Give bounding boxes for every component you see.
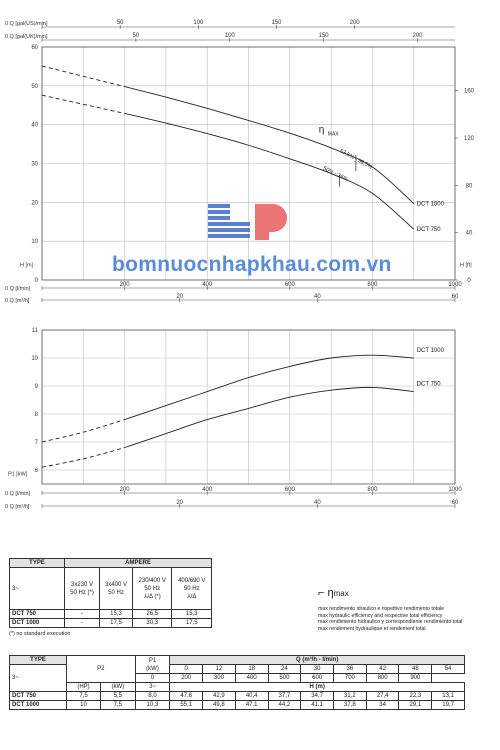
- x-tick-label: 40: [313, 294, 321, 300]
- ampere-footnote: (*) no standard execution: [9, 631, 71, 637]
- y-tick-label: 10: [31, 239, 38, 246]
- x-axis-label: 0 Q [gal(US)/min]: [5, 21, 48, 27]
- perf-cell: 41,1: [301, 701, 334, 710]
- x-tick-label: 1000: [448, 487, 462, 493]
- perf-cell: 31,2: [334, 692, 367, 701]
- perf-cell: 37,7: [268, 692, 301, 701]
- y-tick-label: 40: [465, 230, 473, 237]
- y-tick-label: 9: [34, 384, 38, 390]
- ampere-type-header: TYPE: [10, 559, 65, 568]
- perf-cell: 7,5: [101, 701, 136, 710]
- x-tick-label: 20: [176, 294, 184, 300]
- x-tick-label: 200: [349, 20, 360, 26]
- perf-p1-header: P1 (kW): [135, 656, 170, 674]
- y-tick-label: 7: [34, 440, 38, 446]
- series-label: DCT 750: [416, 381, 441, 388]
- legend-line: max rendement hydraulique et rendement total: [318, 625, 426, 632]
- ampere-cell: 15,3: [172, 610, 212, 619]
- perf-q-m3h: 12: [203, 665, 236, 674]
- perf-q-m3h: 48: [399, 665, 432, 674]
- ampere-cell: 15,3: [100, 610, 133, 619]
- eta-label: η: [318, 124, 325, 136]
- perf-cell: 10,3: [135, 701, 170, 710]
- y-tick-label: 40: [31, 122, 38, 129]
- perf-h-label: H (m): [170, 683, 465, 692]
- x-tick-label: 100: [193, 20, 204, 26]
- series-label: DCT 1000: [416, 201, 444, 208]
- efficiency-legend-symbol: ⌐ ηmax: [318, 587, 349, 599]
- series-line: [125, 87, 414, 204]
- y-tick-label: 0: [34, 278, 38, 284]
- watermark-logo: [205, 200, 295, 245]
- perf-cell: 13,1: [432, 692, 465, 701]
- y-axis-label: H [m]: [20, 262, 34, 269]
- y-tick-label: 60: [31, 45, 38, 51]
- series-label: DCT 1000: [416, 348, 444, 354]
- ampere-row-type: DCT 750: [10, 610, 65, 619]
- perf-cell: 10: [67, 701, 101, 710]
- x-axis-label: 0 Q [l/min]: [5, 491, 31, 497]
- perf-q-m3h: 30: [301, 665, 334, 674]
- perf-q-lmin: 0: [135, 674, 170, 683]
- ampere-cell: 30,3: [132, 619, 172, 628]
- perf-cell: 44,2: [268, 701, 301, 710]
- x-tick-label: 150: [271, 20, 282, 26]
- perf-q-m3h: 36: [334, 665, 367, 674]
- x-tick-label: 200: [119, 487, 130, 493]
- perf-cell: 5,5: [101, 692, 136, 701]
- perf-cell: 27,4: [366, 692, 399, 701]
- ampere-col: 3x400 V 50 Hz: [100, 568, 133, 610]
- perf-q-lmin: 800: [366, 674, 399, 683]
- ampere-header: AMPERE: [65, 559, 212, 568]
- perf-q-m3h: 54: [432, 665, 465, 674]
- x-tick-label: 400: [202, 282, 213, 288]
- ampere-cell: -: [65, 619, 100, 628]
- x-axis-label: 0 Q [m³/h]: [5, 298, 30, 304]
- perf-q-m3h: 42: [366, 665, 399, 674]
- perf-cell: 55,1: [170, 701, 203, 710]
- y-tick-label: 8: [34, 412, 38, 418]
- perf-cell: 47,6: [170, 692, 203, 701]
- perf-q-lmin: 300: [203, 674, 236, 683]
- x-tick-label: 800: [367, 487, 378, 493]
- y-tick-label: 160: [463, 88, 475, 95]
- perf-cell: 7,5: [67, 692, 101, 701]
- perf-cell: 49,8: [203, 701, 236, 710]
- watermark-text: bomnuocnhapkhau.com.vn: [112, 253, 392, 276]
- y-axis-label: P1 [kW]: [8, 471, 28, 478]
- perf-q-lmin: 600: [301, 674, 334, 683]
- ampere-cell: 17,5: [100, 619, 133, 628]
- x-tick-label: 20: [176, 500, 184, 506]
- x-axis-label: 0 Q [m³/h]: [5, 504, 30, 510]
- series-label: DCT 750: [416, 227, 441, 234]
- x-tick-label: 600: [284, 282, 295, 288]
- perf-cell: 29,1: [399, 701, 432, 710]
- ampere-cell: 26,5: [132, 610, 172, 619]
- y-tick-label: 0: [467, 278, 471, 284]
- perf-cell: 34: [366, 701, 399, 710]
- perf-cell: 42,9: [203, 692, 236, 701]
- eff-annotation: 50% - 36%: [321, 165, 349, 183]
- perf-q-m3h: 18: [235, 665, 268, 674]
- x-tick-label: 150: [318, 33, 329, 39]
- x-tick-label: 200: [119, 282, 130, 288]
- ampere-row-type: DCT 1000: [10, 619, 65, 628]
- legend-line: max hydraulic efficiency and respective total efficiency: [318, 612, 443, 619]
- ampere-col: 230/400 V 50 Hz ⅄/Δ (*): [132, 568, 172, 610]
- power-chart: [0, 318, 500, 528]
- ampere-col: 3x230 V 50 Hz (*): [65, 568, 100, 610]
- perf-cell: 19,7: [432, 701, 465, 710]
- x-tick-label: 100: [224, 33, 235, 39]
- ampere-table: [9, 558, 212, 628]
- y-tick-label: 30: [31, 161, 38, 168]
- perf-p2-header: P2: [67, 656, 136, 683]
- perf-cell: 34,7: [301, 692, 334, 701]
- x-tick-label: 1000: [448, 282, 462, 288]
- perf-q-lmin: 700: [334, 674, 367, 683]
- perf-cell: 40,4: [235, 692, 268, 701]
- perf-q-lmin: 400: [235, 674, 268, 683]
- perf-hp-label: (HP): [67, 683, 101, 692]
- eff-annotation: 53,5% - 38,5%: [338, 148, 374, 171]
- x-tick-label: 200: [412, 33, 423, 39]
- perf-q-m3h: 24: [268, 665, 301, 674]
- perf-q-m3h: 0: [170, 665, 203, 674]
- ampere-col: 400/690 V 50 Hz ⅄/Δ: [172, 568, 212, 610]
- performance-table: [9, 655, 465, 710]
- x-tick-label: 50: [132, 33, 140, 39]
- y-tick-label: 120: [463, 135, 475, 142]
- perf-q-lmin: 500: [268, 674, 301, 683]
- legend-line: max rendimento idraulico e rispettivo rendimento totale: [318, 606, 445, 612]
- y-tick-label: 50: [31, 83, 38, 90]
- y-axis-label: H [ft]: [460, 262, 472, 269]
- ampere-cell: -: [65, 610, 100, 619]
- perf-cell: 8,0: [135, 692, 170, 701]
- perf-phase: 3~: [10, 665, 67, 692]
- perf-q-header: Q (m³/h - l/min): [170, 656, 465, 665]
- perf-type-header: TYPE: [10, 656, 67, 665]
- x-tick-label: 60: [451, 294, 459, 300]
- x-tick-label: 60: [451, 500, 459, 506]
- legend-line: max rendimiento hidráulico y correspondiente rendimiento total: [318, 619, 463, 626]
- perf-kw-label: (kW): [101, 683, 136, 692]
- ampere-phase: 3~: [10, 568, 65, 610]
- x-tick-label: 400: [202, 487, 213, 493]
- perf-p1-phase: 3~: [135, 683, 170, 692]
- perf-cell: 22,3: [399, 692, 432, 701]
- perf-row-type: DCT 750: [10, 692, 67, 701]
- perf-cell: 37,8: [334, 701, 367, 710]
- y-tick-label: 11: [31, 328, 38, 334]
- perf-cell: 47,1: [235, 701, 268, 710]
- x-tick-label: 50: [116, 20, 124, 26]
- y-tick-label: 80: [465, 183, 473, 190]
- x-axis-label: 0 Q [l/min]: [5, 286, 31, 292]
- efficiency-legend-text: [318, 606, 462, 632]
- eta-sub: MAX: [327, 131, 339, 138]
- perf-q-lmin: 200: [170, 674, 203, 683]
- y-tick-label: 20: [31, 200, 38, 207]
- x-tick-label: 600: [284, 487, 295, 493]
- y-tick-label: 6: [34, 468, 38, 474]
- ampere-cell: 17,5: [172, 619, 212, 628]
- x-axis-label: 0 Q [gal(UK)/min]: [5, 34, 48, 40]
- x-tick-label: 40: [313, 500, 321, 506]
- perf-row-type: DCT 1000: [10, 701, 67, 710]
- x-tick-label: 800: [367, 282, 378, 288]
- series-line: [125, 387, 414, 447]
- perf-q-lmin: 900: [399, 674, 432, 683]
- y-tick-label: 10: [31, 356, 38, 362]
